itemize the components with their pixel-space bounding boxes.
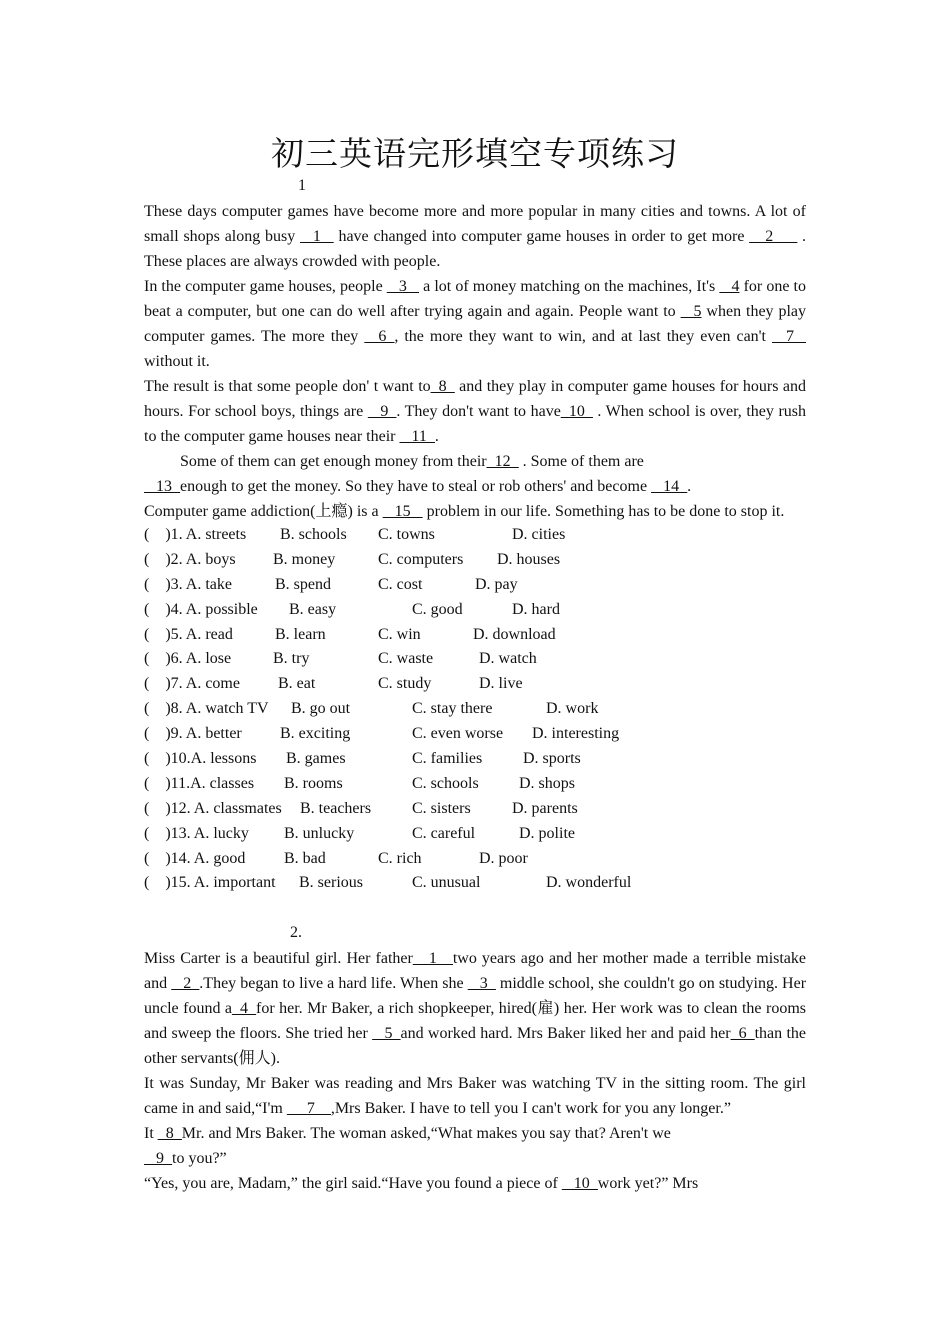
option-d[interactable]: D. parents: [512, 799, 578, 817]
answer-blank[interactable]: _10_: [560, 403, 593, 420]
question-number-option-a[interactable]: ( )9. A. better: [144, 725, 242, 743]
answer-blank[interactable]: _5: [680, 303, 702, 320]
section-2-number: 2.: [290, 924, 302, 941]
answer-blank[interactable]: _11_: [399, 428, 435, 445]
passage-text: two years ago and her mother made a terrible mistake and: [144, 950, 807, 992]
question-row: [144, 871, 806, 896]
passage-text: .: [434, 428, 439, 445]
option-d[interactable]: D. houses: [497, 550, 561, 568]
option-c[interactable]: C. good: [412, 600, 463, 618]
section-1-paragraph-3: [144, 374, 806, 449]
question-number-option-a[interactable]: ( )7. A. come: [144, 675, 240, 693]
answer-blank[interactable]: _4_: [232, 1000, 257, 1017]
question-number-option-a[interactable]: ( )4. A. possible: [144, 600, 258, 618]
answer-blank[interactable]: _5_: [372, 1025, 401, 1042]
answer-blank[interactable]: _15_: [382, 503, 423, 520]
question-number-option-a[interactable]: ( )3. A. take: [144, 575, 232, 593]
option-c[interactable]: C. towns: [378, 526, 435, 543]
option-b[interactable]: B. bad: [284, 849, 326, 867]
passage-text: than the other servants(佣人).: [144, 1025, 806, 1067]
question-row: [144, 623, 806, 648]
answer-blank[interactable]: _6_: [730, 1025, 755, 1042]
passage-text: .: [687, 478, 692, 495]
answer-blank[interactable]: _2_: [171, 975, 200, 992]
passage-text: “Yes, you are, Madam,” the girl said.“Have you found a piece of: [144, 1175, 562, 1192]
option-d[interactable]: D. poor: [479, 849, 528, 867]
question-row: [144, 573, 806, 598]
option-c[interactable]: C. waste: [378, 650, 434, 668]
option-b[interactable]: B. serious: [299, 874, 363, 892]
answer-blank[interactable]: _1_: [300, 228, 334, 245]
question-number-option-a[interactable]: ( )11.A. classes: [144, 774, 255, 792]
passage-text: have changed into computer game houses in order to get more: [333, 228, 750, 245]
option-c[interactable]: C. computers: [378, 550, 464, 568]
question-number-option-a[interactable]: ( )13. A. lucky: [144, 824, 249, 842]
option-c[interactable]: C. study: [378, 675, 432, 693]
passage-text: and worked hard. Mrs Baker liked her and paid her: [400, 1025, 731, 1042]
passage-text: work yet?” Mrs: [597, 1175, 699, 1192]
passage-text: Some of them can get enough money from their: [144, 453, 487, 470]
option-b[interactable]: B. eat: [278, 675, 316, 693]
answer-blank[interactable]: __2___: [749, 228, 798, 245]
passage-text: a lot of money matching on the machines, It's: [419, 278, 720, 295]
passage-text: . When school is over, they rush to the computer game houses near their: [144, 403, 806, 445]
option-b[interactable]: B. exciting: [280, 725, 351, 743]
passage-text: without it.: [144, 353, 210, 370]
section-2-paragraph-3-line-2: [144, 1146, 806, 1171]
question-row: [144, 548, 806, 573]
question-number-option-a[interactable]: ( )2. A. boys: [144, 550, 236, 568]
question-row: [144, 523, 806, 548]
section-2-paragraph-4: [144, 1171, 806, 1196]
passage-text: and they play in computer game houses for hours and hours. For school boys, things are: [144, 378, 807, 420]
option-b[interactable]: B. rooms: [284, 774, 343, 792]
passage-text: . Some of them are: [518, 453, 644, 470]
option-c[interactable]: C. win: [378, 625, 421, 643]
option-d[interactable]: D. cities: [512, 526, 566, 543]
section-1-number: 1: [298, 177, 306, 194]
option-c[interactable]: C. stay there: [412, 700, 493, 718]
section-1-questions: [144, 523, 806, 896]
question-number-option-a[interactable]: ( )15. A. important: [144, 874, 276, 892]
question-row: [144, 822, 806, 847]
question-row: [144, 598, 806, 623]
option-b[interactable]: B. easy: [289, 600, 337, 618]
section-2-paragraph-3-line-1: [144, 1121, 806, 1146]
question-number-option-a[interactable]: ( )6. A. lose: [144, 650, 232, 668]
passage-text: when they play computer games. The more they: [144, 303, 807, 345]
option-d[interactable]: D. download: [473, 625, 556, 643]
passage-text: for one to beat a computer, but one can do well after trying again and again. People want to: [144, 278, 806, 320]
option-d[interactable]: D. shops: [519, 774, 576, 792]
passage-text: Computer game addiction(上瘾) is a: [144, 503, 383, 520]
passage-text: The result is that some people don' t want to: [144, 378, 431, 395]
option-d[interactable]: D. interesting: [532, 725, 620, 743]
option-d[interactable]: D. sports: [523, 750, 581, 768]
question-number-option-a[interactable]: ( )1. A. streets: [144, 526, 247, 543]
option-b[interactable]: B. learn: [275, 625, 326, 643]
option-b[interactable]: B. schools: [280, 526, 347, 543]
answer-blank[interactable]: _14_: [651, 478, 688, 495]
passage-text: Miss Carter is a beautiful girl. Her father: [144, 950, 413, 967]
passage-text: enough to get the money. So they have to steal or rob others' and become: [180, 478, 652, 495]
passage-text: . They don't want to have: [396, 403, 561, 420]
section-1-paragraph-2: [144, 274, 806, 374]
option-b[interactable]: B. try: [273, 650, 310, 668]
option-d[interactable]: D. work: [546, 700, 599, 718]
option-c[interactable]: C. careful: [412, 824, 476, 842]
option-d[interactable]: D. watch: [479, 650, 537, 668]
option-c[interactable]: C. cost: [378, 575, 423, 593]
option-b[interactable]: B. teachers: [300, 799, 372, 817]
question-number-option-a[interactable]: ( )12. A. classmates: [144, 799, 282, 817]
option-c[interactable]: C. unusual: [412, 874, 481, 892]
section-1-paragraph-4-line-3: [144, 499, 806, 524]
section-2-paragraph-1: [144, 946, 806, 1071]
passage-text: It was Sunday, Mr Baker was reading and Mrs Baker was watching TV in the sitting room. The girl came in and said,“I'm: [144, 1075, 806, 1117]
answer-blank[interactable]: _3_: [467, 975, 496, 992]
section-1-paragraph-4-line-2: [144, 474, 806, 499]
passage-text: ,Mrs Baker. I have to tell you I can't work for you any longer.”: [330, 1100, 731, 1117]
passage-text: .They began to live a hard life. When she: [199, 975, 468, 992]
option-b[interactable]: B. unlucky: [284, 824, 355, 842]
answer-blank[interactable]: _8_: [157, 1125, 182, 1142]
answer-blank[interactable]: _9_: [144, 1150, 172, 1167]
passage-text: , the more they want to win, and at last they even can't: [394, 328, 773, 345]
option-c[interactable]: C. even worse: [412, 725, 504, 743]
option-d[interactable]: D. live: [479, 675, 523, 693]
passage-text: In the computer game houses, people: [144, 278, 387, 295]
answer-blank[interactable]: _9_: [367, 403, 397, 420]
question-row: [144, 797, 806, 822]
option-b[interactable]: B. games: [286, 750, 346, 768]
passage-text: middle school, she couldn't go on studying. Her uncle found a: [144, 975, 807, 1017]
option-c[interactable]: C. rich: [378, 849, 422, 867]
option-b[interactable]: B. spend: [275, 575, 331, 593]
option-c[interactable]: C. sisters: [412, 799, 471, 817]
passage-text: problem in our life. Something has to be done to stop it.: [422, 503, 785, 520]
answer-blank[interactable]: _6_: [364, 328, 395, 345]
question-row: [144, 847, 806, 872]
question-row: [144, 747, 806, 772]
section-1-paragraph-1: [144, 199, 806, 274]
answer-blank[interactable]: _10_: [561, 1175, 598, 1192]
question-row: [144, 647, 806, 672]
answer-blank[interactable]: __1__: [412, 950, 453, 967]
answer-blank[interactable]: _13_: [144, 478, 180, 495]
question-row: [144, 697, 806, 722]
section-1-paragraph-4-line-1: [144, 449, 806, 474]
passage-text: for her. Mr Baker, a rich shopkeeper, hired(雇) her. Her work was to clean the rooms and sweep the floors. She tried her: [144, 1000, 807, 1042]
answer-blank[interactable]: _7_: [772, 328, 807, 345]
section-2-paragraph-2: [144, 1071, 806, 1121]
document-title: 初三英语完形填空专项练习: [271, 134, 679, 173]
passage-text: It: [144, 1125, 158, 1142]
option-c[interactable]: C. families: [412, 750, 483, 768]
answer-blank[interactable]: _3_: [386, 278, 420, 295]
answer-blank[interactable]: _4: [719, 278, 740, 295]
passage-text: These days computer games have become more and more popular in many cities and towns. A lot of small shops along busy: [144, 203, 806, 245]
option-d[interactable]: D. hard: [512, 600, 560, 618]
option-d[interactable]: D. wonderful: [546, 874, 632, 892]
passage-text: . These places are always crowded with people.: [144, 228, 807, 270]
question-number-option-a[interactable]: ( )8. A. watch TV: [144, 700, 269, 718]
question-number-option-a[interactable]: ( )5. A. read: [144, 625, 233, 643]
option-b[interactable]: B. money: [273, 550, 336, 568]
section-2-passage: [144, 946, 806, 1196]
question-row: [144, 672, 806, 697]
question-number-option-a[interactable]: ( )10.A. lessons: [144, 750, 257, 768]
question-row: [144, 772, 806, 797]
option-d[interactable]: D. pay: [475, 575, 518, 593]
question-row: [144, 722, 806, 747]
answer-blank[interactable]: _12_: [486, 453, 519, 470]
answer-blank[interactable]: __7__: [286, 1100, 331, 1117]
answer-blank[interactable]: _8_: [430, 378, 455, 395]
passage-text: to you?”: [172, 1150, 227, 1167]
option-b[interactable]: B. go out: [291, 700, 351, 718]
option-c[interactable]: C. schools: [412, 774, 479, 792]
option-d[interactable]: D. polite: [519, 824, 575, 842]
question-number-option-a[interactable]: ( )14. A. good: [144, 849, 246, 867]
passage-text: Mr. and Mrs Baker. The woman asked,“What makes you say that? Aren't we: [181, 1125, 671, 1142]
section-1-passage: [144, 199, 806, 524]
